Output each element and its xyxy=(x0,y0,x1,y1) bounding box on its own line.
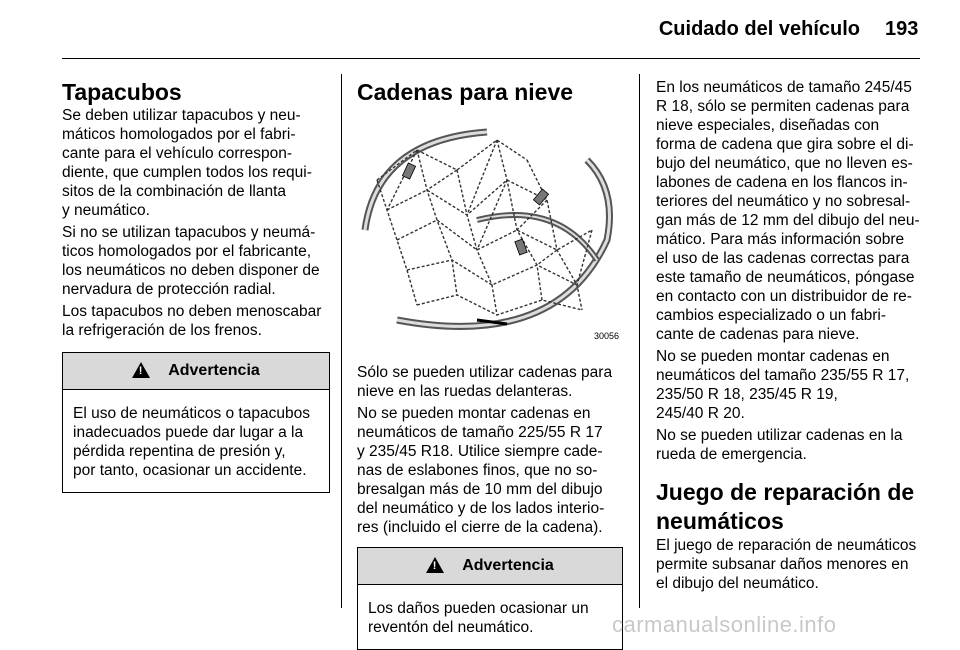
section-heading-tapacubos: Tapacubos xyxy=(62,79,182,105)
warning-header xyxy=(358,548,622,585)
snow-chain-illustration xyxy=(357,120,623,345)
warning-text: Los daños pueden ocasionar un reventón del neumático. xyxy=(368,600,589,636)
warning-text: El uso de neumáticos o tapacubos inadecuados puede dar lugar a la pérdida repentina de presión y, por tanto, ocasionar un accidente. xyxy=(73,405,310,479)
chain-tensioner xyxy=(533,189,548,205)
column-2 xyxy=(357,78,623,650)
snow-chain-drawing xyxy=(357,120,623,345)
section-heading-cadenas: Cadenas para nieve xyxy=(357,79,574,105)
page-number: 193 xyxy=(885,18,919,40)
chain-tensioner xyxy=(515,239,527,255)
paragraph: En los neumáticos de tamaño 245/45 R 18, sólo se permiten cadenas para nieve especiales, diseñadas con forma de cadena que gira sobre el di- bujo del neumático, que no lleven es- labones de cadena en los flancos in- teriores del neumático y no sobresal- gan más de 12 mm del dibujo del neu- mático. Para más información sobre el uso de las cadenas correctas para este tamaño de neumáticos, póngase en contacto con un distribuidor de re- cambios especializado o un fabri- cante de cadenas para nieve. xyxy=(656,79,920,343)
watermark: carmanualsonline.info xyxy=(612,612,837,637)
paragraph: Los tapacubos no deben menoscabar la refrigeración de los frenos. xyxy=(62,303,322,339)
warning-title: Advertencia xyxy=(168,362,260,379)
warning-box xyxy=(357,547,623,650)
paragraph: No se pueden utilizar cadenas en la rueda de emergencia. xyxy=(656,427,903,463)
chain-tensioner xyxy=(402,163,415,179)
paragraph: No se pueden montar cadenas en neumáticos del tamaño 235/55 R 17, 235/50 R 18, 235/45 R 19, 245/40 R 20. xyxy=(656,348,910,422)
warning-title: Advertencia xyxy=(462,557,554,574)
column-1 xyxy=(62,78,330,493)
warning-box xyxy=(62,352,330,493)
column-3 xyxy=(656,78,926,596)
tire-arc xyxy=(365,132,487,230)
section-heading-juego-reparacion: Juego de reparación de neumáticos xyxy=(656,479,915,534)
column-divider xyxy=(639,74,640,608)
column-divider xyxy=(341,74,342,608)
figure-number: 30056 xyxy=(593,331,619,341)
page-header-title: Cuidado del vehículo xyxy=(658,18,860,40)
paragraph: El juego de reparación de neumáticos permite subsanar daños menores en el dibujo del neumático. xyxy=(656,537,917,592)
header-rule xyxy=(62,58,920,59)
tire-arc xyxy=(477,215,597,260)
warning-triangle-icon xyxy=(426,557,444,573)
paragraph: Si no se utilizan tapacubos y neumá- ticos homologados por el fabricante, los neumáticos no deben disponer de nervadura de protección radial. xyxy=(62,224,320,298)
paragraph: No se pueden montar cadenas en neumáticos de tamaño 225/55 R 17 y 235/45 R18. Utilice siempre cade- nas de eslabones finos, que no so- bresalgan más de 10 mm del dibujo del neumático y de los lados interio- res (incluido el cierre de la cadena). xyxy=(357,405,605,536)
paragraph: Se deben utilizar tapacubos y neu- máticos homologados por el fabri- cante para el vehículo correspon- diente, que cumplen todos los requi- sitos de la combinación de llanta y neumático. xyxy=(62,107,312,219)
warning-triangle-icon xyxy=(132,362,150,378)
warning-header xyxy=(63,353,329,390)
paragraph: Sólo se pueden utilizar cadenas para nieve en las ruedas delanteras. xyxy=(357,364,613,400)
